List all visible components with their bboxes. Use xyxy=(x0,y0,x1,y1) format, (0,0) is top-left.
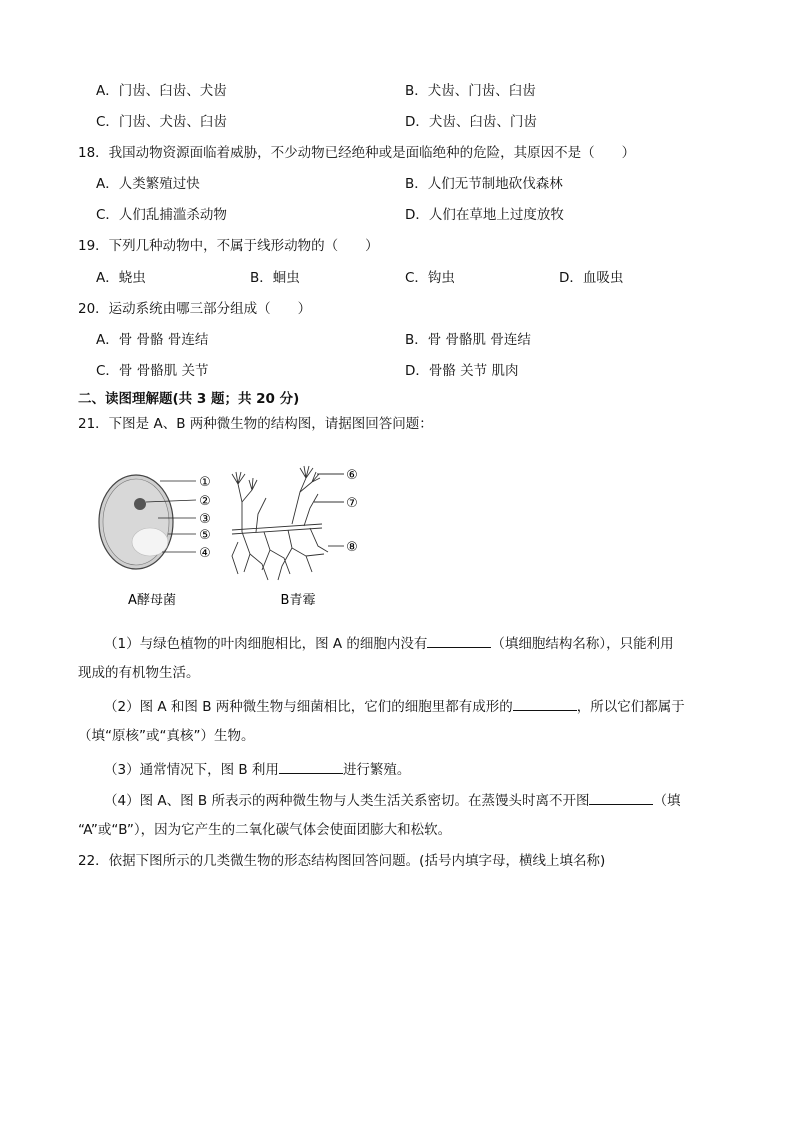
q21-part1-text-b: （填细胞结构名称），只能利用 xyxy=(491,636,674,652)
q17-option-d: D．犬齿、臼齿、门齿 xyxy=(405,114,537,130)
q18-option-d: D．人们在草地上过度放牧 xyxy=(405,207,564,223)
q18-option-a: A．人类繁殖过快 xyxy=(96,176,200,192)
q19-option-c: C．钩虫 xyxy=(405,270,455,286)
section-heading: 二、读图理解题(共 3 题；共 20 分) xyxy=(78,391,300,407)
yeast-label-1: ① xyxy=(199,475,211,490)
penicillium-label-6: ⑥ xyxy=(346,468,358,483)
q18-option-c: C．人们乱捕滥杀动物 xyxy=(96,207,227,223)
caption-yeast: A酵母菌 xyxy=(128,593,176,608)
answer-blank-1[interactable] xyxy=(427,633,491,648)
q21-part1-text-a: （1）与绿色植物的叶肉细胞相比，图 A 的细胞内没有 xyxy=(104,636,428,652)
answer-blank-2[interactable] xyxy=(513,696,577,711)
q21-stem: 21．下图是 A、B 两种微生物的结构图，请据图回答问题： xyxy=(78,416,433,432)
answer-blank-4[interactable] xyxy=(589,790,653,805)
q21-part3 xyxy=(104,759,410,779)
q21-part4-text-b: （填 xyxy=(653,793,681,809)
q21-part2-text-b: ，所以它们都属于 xyxy=(576,699,685,715)
yeast-label-3: ③ xyxy=(199,512,211,527)
q19-stem: 19．下列几种动物中，不属于线形动物的（ ） xyxy=(78,238,379,254)
penicillium-label-7: ⑦ xyxy=(346,496,358,511)
q20-option-b: B．骨 骨骼肌 骨连结 xyxy=(405,332,531,348)
penicillium-diagram xyxy=(232,466,344,580)
q22-stem: 22．依据下图所示的几类微生物的形态结构图回答问题。(括号内填字母，横线上填名称) xyxy=(78,853,606,869)
q21-part2-text-a: （2）图 A 和图 B 两种微生物与细菌相比，它们的细胞里都有成形的 xyxy=(104,699,513,715)
q17-option-b: B．犬齿、门齿、臼齿 xyxy=(405,83,536,99)
q21-part1-line2: 现成的有机物生活。 xyxy=(78,665,200,681)
q20-option-d: D．骨骼 关节 肌肉 xyxy=(405,363,519,379)
yeast-label-4: ④ xyxy=(199,546,211,561)
yeast-label-2: ② xyxy=(199,494,211,509)
q20-option-c: C．骨 骨骼肌 关节 xyxy=(96,363,209,379)
q19-option-a: A．蛲虫 xyxy=(96,270,146,286)
q21-part4-line2: “A”或“B”），因为它产生的二氧化碳气体会使面团膨大和松软。 xyxy=(78,822,452,838)
answer-blank-3[interactable] xyxy=(279,759,343,774)
q21-part3-text-a: （3）通常情况下，图 B 利用 xyxy=(104,762,279,778)
q21-part1-line1 xyxy=(104,633,674,653)
q21-part2-line1 xyxy=(104,696,685,716)
q19-option-b: B．蛔虫 xyxy=(250,270,300,286)
yeast-cell-diagram xyxy=(99,475,211,569)
q21-part3-text-b: 进行繁殖。 xyxy=(342,762,411,778)
caption-penicillium: B青霉 xyxy=(280,593,316,608)
q18-stem: 18．我国动物资源面临着威胁，不少动物已经绝种或是面临绝种的危险，其原因不是（ ） xyxy=(78,145,636,161)
q17-option-c: C．门齿、犬齿、臼齿 xyxy=(96,114,227,130)
yeast-label-5: ⑤ xyxy=(199,528,211,543)
q21-part2-line2: （填“原核”或“真核”）生物。 xyxy=(78,728,255,744)
q20-stem: 20．运动系统由哪三部分组成（ ） xyxy=(78,301,312,317)
q21-part4-line1 xyxy=(104,790,680,810)
q20-option-a: A．骨 骨骼 骨连结 xyxy=(96,332,209,348)
microorganism-figure xyxy=(92,462,372,612)
q17-option-a: A．门齿、臼齿、犬齿 xyxy=(96,83,227,99)
q21-part4-text-a: （4）图 A、图 B 所表示的两种微生物与人类生活关系密切。在蒸馒头时离不开图 xyxy=(104,793,590,809)
q19-option-d: D．血吸虫 xyxy=(559,270,624,286)
q18-option-b: B．人们无节制地砍伐森林 xyxy=(405,176,563,192)
penicillium-label-8: ⑧ xyxy=(346,540,358,555)
